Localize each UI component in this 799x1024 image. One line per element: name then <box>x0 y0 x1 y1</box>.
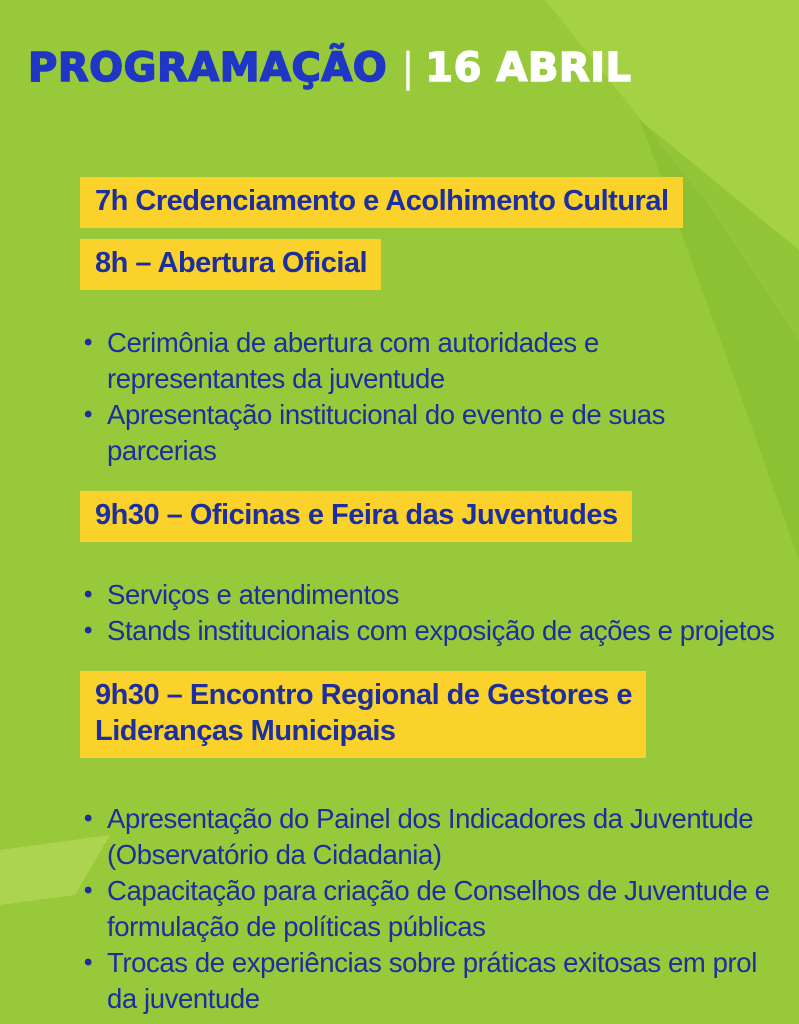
list-item: • Stands institucionais com exposição de ações e projetos <box>84 615 775 646</box>
heading-encontro <box>80 671 646 758</box>
list-item-text: Stands institucionais com exposição de ações e projetos <box>107 615 775 646</box>
encontro-bullets <box>80 801 780 1017</box>
schedule-list <box>80 177 780 1017</box>
list-item-text: Apresentação do Painel dos Indicadores da Juventude (Observatório da Cidadania) <box>107 803 754 870</box>
title-programacao: PROGRAMAÇÃO <box>28 45 388 91</box>
list-item-text: Trocas de experiências sobre práticas exitosas em prol da juventude <box>107 947 757 1014</box>
title-separator: | <box>401 45 416 91</box>
heading-abertura <box>80 239 381 290</box>
list-item: • Cerimônia de abertura com autoridades e representantes da juventude <box>84 327 599 394</box>
heading-encontro-line2: Lideranças Municipais <box>95 715 396 747</box>
list-item: • Serviços e atendimentos <box>84 579 399 610</box>
heading-encontro-line1: 9h30 – Encontro Regional de Gestores e <box>95 679 632 711</box>
heading-oficinas-text: 9h30 – Oficinas e Feira das Juventudes <box>95 499 618 531</box>
oficinas-bullets <box>80 577 780 649</box>
list-item-text: Apresentação institucional do evento e de suas parcerias <box>107 399 665 466</box>
page-title <box>28 38 632 98</box>
list-item-text: Serviços e atendimentos <box>107 579 399 610</box>
heading-abertura-text: 8h – Abertura Oficial <box>95 247 368 279</box>
list-item: • Trocas de experiências sobre práticas exitosas em prol da juventude <box>84 947 757 1014</box>
list-item: • Apresentação institucional do evento e de suas parcerias <box>84 399 665 466</box>
list-item: • Apresentação do Painel dos Indicadores da Juventude (Observatório da Cidadania) <box>84 803 754 870</box>
list-item-text: Cerimônia de abertura com autoridades e representantes da juventude <box>107 327 599 394</box>
title-date: 16 ABRIL <box>425 45 632 91</box>
heading-oficinas <box>80 491 632 542</box>
heading-credenciamento-text: 7h Credenciamento e Acolhimento Cultural <box>95 185 669 217</box>
list-item-text: Capacitação para criação de Conselhos de Juventude e formulação de políticas públicas <box>107 875 770 942</box>
heading-credenciamento <box>80 177 683 228</box>
list-item: • Capacitação para criação de Conselhos de Juventude e formulação de políticas públicas <box>84 875 770 942</box>
abertura-bullets <box>80 325 780 469</box>
